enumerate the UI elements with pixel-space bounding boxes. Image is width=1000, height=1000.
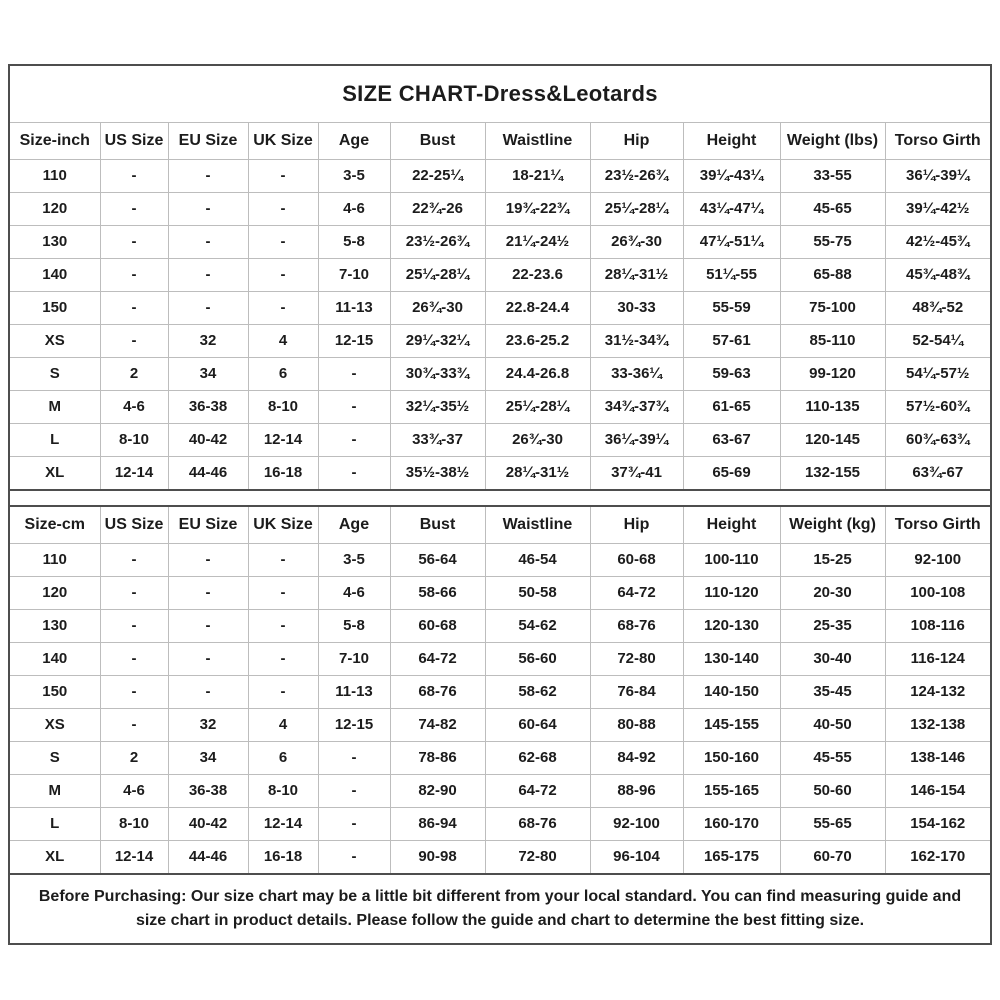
- size-cell: 36-38: [168, 391, 248, 424]
- size-cell: 120-145: [780, 424, 885, 457]
- size-cell: 34: [168, 742, 248, 775]
- size-cell: 22-25¼: [390, 160, 485, 193]
- size-cell: 110-120: [683, 577, 780, 610]
- size-cell: 34: [168, 358, 248, 391]
- size-cell: 68-76: [390, 676, 485, 709]
- size-cell: 100-110: [683, 544, 780, 577]
- size-cell: 35½-38½: [390, 457, 485, 491]
- size-cell: 60-70: [780, 841, 885, 875]
- column-header: Height: [683, 123, 780, 160]
- size-cell: 34¾-37¾: [590, 391, 683, 424]
- size-cell: -: [318, 424, 390, 457]
- size-cell: -: [100, 577, 168, 610]
- size-cell: -: [100, 259, 168, 292]
- size-cell: 7-10: [318, 643, 390, 676]
- size-cell: 20-30: [780, 577, 885, 610]
- size-cell: 32: [168, 325, 248, 358]
- size-cell: 47¼-51¼: [683, 226, 780, 259]
- size-cell: -: [168, 193, 248, 226]
- column-header: Waistline: [485, 506, 590, 544]
- table-separator: [10, 491, 990, 505]
- size-cell: -: [168, 544, 248, 577]
- table-row: [10, 424, 990, 457]
- size-cell: -: [100, 544, 168, 577]
- column-header: EU Size: [168, 506, 248, 544]
- size-cell: 4-6: [100, 391, 168, 424]
- size-cell: -: [168, 676, 248, 709]
- table-row: [10, 808, 990, 841]
- size-cell: -: [100, 160, 168, 193]
- column-header: Age: [318, 506, 390, 544]
- size-cell: 62-68: [485, 742, 590, 775]
- table-row: [10, 775, 990, 808]
- size-cell: 7-10: [318, 259, 390, 292]
- size-cell: 24.4-26.8: [485, 358, 590, 391]
- size-cell: 33¾-37: [390, 424, 485, 457]
- size-cell: 150: [10, 292, 100, 325]
- table-row: [10, 391, 990, 424]
- size-cell: 55-75: [780, 226, 885, 259]
- size-cell: 64-72: [485, 775, 590, 808]
- column-header: Waistline: [485, 123, 590, 160]
- size-cell: L: [10, 808, 100, 841]
- size-cell: 4: [248, 709, 318, 742]
- size-cell: -: [168, 226, 248, 259]
- size-cell: 25-35: [780, 610, 885, 643]
- size-cell: M: [10, 775, 100, 808]
- size-cell: 63¾-67: [885, 457, 990, 491]
- column-header: US Size: [100, 123, 168, 160]
- size-cell: 36¼-39¼: [590, 424, 683, 457]
- size-cell: 60-68: [590, 544, 683, 577]
- size-cell: 26¾-30: [590, 226, 683, 259]
- size-cell: S: [10, 742, 100, 775]
- size-cell: 146-154: [885, 775, 990, 808]
- table-row: [10, 226, 990, 259]
- size-cell: -: [248, 544, 318, 577]
- size-cell: -: [168, 160, 248, 193]
- size-cell: 50-60: [780, 775, 885, 808]
- size-cell: 90-98: [390, 841, 485, 875]
- size-cell: 8-10: [248, 391, 318, 424]
- size-cell: 132-155: [780, 457, 885, 491]
- size-cell: 23½-26¾: [390, 226, 485, 259]
- size-cell: 86-94: [390, 808, 485, 841]
- size-cell: 58-66: [390, 577, 485, 610]
- size-cell: 42½-45¾: [885, 226, 990, 259]
- size-cell: 12-14: [100, 841, 168, 875]
- column-header: Bust: [390, 123, 485, 160]
- table-row: [10, 610, 990, 643]
- size-cell: 45¾-48¾: [885, 259, 990, 292]
- column-header: Hip: [590, 506, 683, 544]
- size-cell: -: [168, 259, 248, 292]
- size-cell: 22.8-24.4: [485, 292, 590, 325]
- size-cell: 40-50: [780, 709, 885, 742]
- size-cell: 130: [10, 226, 100, 259]
- header-row: [10, 123, 990, 160]
- table-row: [10, 841, 990, 875]
- size-cell: -: [100, 193, 168, 226]
- size-cell: 130: [10, 610, 100, 643]
- size-cell: 120-130: [683, 610, 780, 643]
- size-cell: -: [168, 643, 248, 676]
- size-cell: 33-55: [780, 160, 885, 193]
- size-cell: 48¾-52: [885, 292, 990, 325]
- size-cell: -: [248, 643, 318, 676]
- size-cell: -: [248, 160, 318, 193]
- size-cell: M: [10, 391, 100, 424]
- size-cell: 54¼-57½: [885, 358, 990, 391]
- size-cell: 51¼-55: [683, 259, 780, 292]
- size-cell: 92-100: [590, 808, 683, 841]
- column-header: Size-cm: [10, 506, 100, 544]
- size-cell: -: [100, 226, 168, 259]
- header-row: [10, 506, 990, 544]
- table-row: [10, 643, 990, 676]
- size-cell: 50-58: [485, 577, 590, 610]
- size-cell: 4: [248, 325, 318, 358]
- size-cell: 58-62: [485, 676, 590, 709]
- size-cell: 39¼-43¼: [683, 160, 780, 193]
- size-cell: 4-6: [318, 193, 390, 226]
- size-cell: 39¼-42½: [885, 193, 990, 226]
- table-row: [10, 358, 990, 391]
- size-cell: 68-76: [590, 610, 683, 643]
- table-row: [10, 259, 990, 292]
- size-cell: 6: [248, 358, 318, 391]
- column-header: EU Size: [168, 123, 248, 160]
- size-cell: 18-21¼: [485, 160, 590, 193]
- size-cell: 3-5: [318, 544, 390, 577]
- size-cell: 2: [100, 742, 168, 775]
- size-cell: -: [100, 709, 168, 742]
- size-cell: 64-72: [390, 643, 485, 676]
- size-cell: 85-110: [780, 325, 885, 358]
- column-header: Torso Girth: [885, 123, 990, 160]
- table-row: [10, 577, 990, 610]
- table-row: [10, 544, 990, 577]
- size-cell: 32: [168, 709, 248, 742]
- size-cell: 110: [10, 160, 100, 193]
- size-cell: 130-140: [683, 643, 780, 676]
- size-cell: 116-124: [885, 643, 990, 676]
- size-cell: 57-61: [683, 325, 780, 358]
- size-cell: 4-6: [318, 577, 390, 610]
- table-row: [10, 742, 990, 775]
- size-cell: 140: [10, 259, 100, 292]
- size-cell: 108-116: [885, 610, 990, 643]
- size-cell: 65-88: [780, 259, 885, 292]
- size-cell: 43¼-47¼: [683, 193, 780, 226]
- size-cell: 72-80: [590, 643, 683, 676]
- size-cell: 55-59: [683, 292, 780, 325]
- size-cell: 19¾-22¾: [485, 193, 590, 226]
- size-cell: 63-67: [683, 424, 780, 457]
- size-cell: -: [318, 742, 390, 775]
- size-cell: 8-10: [248, 775, 318, 808]
- size-cell: 57½-60¾: [885, 391, 990, 424]
- size-cell: -: [318, 358, 390, 391]
- size-cell: 75-100: [780, 292, 885, 325]
- column-header: US Size: [100, 506, 168, 544]
- size-cell: 16-18: [248, 841, 318, 875]
- size-cell: 44-46: [168, 841, 248, 875]
- size-cell: 84-92: [590, 742, 683, 775]
- size-cell: 2: [100, 358, 168, 391]
- size-cell: 55-65: [780, 808, 885, 841]
- size-cell: -: [248, 610, 318, 643]
- size-cell: 8-10: [100, 424, 168, 457]
- size-cell: 12-15: [318, 709, 390, 742]
- table-row: [10, 160, 990, 193]
- size-cell: 16-18: [248, 457, 318, 491]
- size-cell: -: [100, 610, 168, 643]
- size-cell: 92-100: [885, 544, 990, 577]
- size-cell: 140: [10, 643, 100, 676]
- size-cell: 25¼-28¼: [485, 391, 590, 424]
- size-cell: 32¼-35½: [390, 391, 485, 424]
- size-cell: 28¼-31½: [485, 457, 590, 491]
- size-cell: 25¼-28¼: [390, 259, 485, 292]
- size-cell: -: [318, 391, 390, 424]
- size-cell: -: [318, 457, 390, 491]
- size-cell: XL: [10, 841, 100, 875]
- size-cell: 22-23.6: [485, 259, 590, 292]
- column-header: Size-inch: [10, 123, 100, 160]
- size-cell: 76-84: [590, 676, 683, 709]
- table-row: [10, 292, 990, 325]
- size-chart-panel: [8, 64, 992, 945]
- size-cell: -: [248, 676, 318, 709]
- size-cell: 33-36¼: [590, 358, 683, 391]
- size-cell: 45-55: [780, 742, 885, 775]
- size-table-cm: [10, 505, 990, 875]
- size-cell: 23½-26¾: [590, 160, 683, 193]
- size-cell: 162-170: [885, 841, 990, 875]
- size-cell: 150-160: [683, 742, 780, 775]
- size-cell: 44-46: [168, 457, 248, 491]
- size-cell: -: [318, 808, 390, 841]
- column-header: Weight (lbs): [780, 123, 885, 160]
- size-cell: 60-68: [390, 610, 485, 643]
- size-cell: XS: [10, 325, 100, 358]
- size-cell: 56-64: [390, 544, 485, 577]
- size-cell: 40-42: [168, 808, 248, 841]
- size-cell: 56-60: [485, 643, 590, 676]
- size-cell: 11-13: [318, 676, 390, 709]
- size-cell: 37¾-41: [590, 457, 683, 491]
- column-header: Hip: [590, 123, 683, 160]
- size-cell: 96-104: [590, 841, 683, 875]
- size-cell: 155-165: [683, 775, 780, 808]
- size-cell: 35-45: [780, 676, 885, 709]
- size-cell: 26¾-30: [390, 292, 485, 325]
- table-row: [10, 325, 990, 358]
- size-cell: -: [168, 610, 248, 643]
- size-cell: 99-120: [780, 358, 885, 391]
- size-cell: -: [248, 259, 318, 292]
- size-cell: 12-14: [248, 808, 318, 841]
- size-cell: 12-14: [248, 424, 318, 457]
- size-cell: -: [100, 643, 168, 676]
- size-cell: 36-38: [168, 775, 248, 808]
- size-cell: XL: [10, 457, 100, 491]
- size-cell: 60-64: [485, 709, 590, 742]
- column-header: Bust: [390, 506, 485, 544]
- size-cell: 11-13: [318, 292, 390, 325]
- size-cell: -: [248, 577, 318, 610]
- size-cell: 138-146: [885, 742, 990, 775]
- size-cell: -: [100, 676, 168, 709]
- size-cell: 36¼-39¼: [885, 160, 990, 193]
- size-cell: 65-69: [683, 457, 780, 491]
- size-cell: 52-54¼: [885, 325, 990, 358]
- size-cell: 15-25: [780, 544, 885, 577]
- size-cell: 4-6: [100, 775, 168, 808]
- size-cell: XS: [10, 709, 100, 742]
- size-cell: 6: [248, 742, 318, 775]
- size-cell: 59-63: [683, 358, 780, 391]
- size-cell: -: [248, 292, 318, 325]
- size-cell: -: [100, 292, 168, 325]
- size-cell: -: [248, 226, 318, 259]
- page-title: SIZE CHART-Dress&Leotards: [10, 66, 990, 123]
- size-cell: 5-8: [318, 610, 390, 643]
- size-cell: -: [318, 775, 390, 808]
- column-header: Height: [683, 506, 780, 544]
- size-cell: 12-15: [318, 325, 390, 358]
- size-cell: 30¾-33¾: [390, 358, 485, 391]
- size-cell: 61-65: [683, 391, 780, 424]
- size-cell: 12-14: [100, 457, 168, 491]
- size-cell: 5-8: [318, 226, 390, 259]
- size-cell: -: [248, 193, 318, 226]
- size-cell: 140-150: [683, 676, 780, 709]
- size-cell: 80-88: [590, 709, 683, 742]
- size-cell: -: [318, 841, 390, 875]
- size-cell: 8-10: [100, 808, 168, 841]
- size-cell: 132-138: [885, 709, 990, 742]
- size-cell: 29¼-32¼: [390, 325, 485, 358]
- table-row: [10, 676, 990, 709]
- column-header: Weight (kg): [780, 506, 885, 544]
- size-cell: 68-76: [485, 808, 590, 841]
- size-cell: 110-135: [780, 391, 885, 424]
- size-cell: 120: [10, 193, 100, 226]
- table-row: [10, 193, 990, 226]
- size-cell: 100-108: [885, 577, 990, 610]
- size-cell: -: [168, 292, 248, 325]
- size-cell: 28¼-31½: [590, 259, 683, 292]
- size-cell: 54-62: [485, 610, 590, 643]
- size-cell: 60¾-63¾: [885, 424, 990, 457]
- size-cell: 120: [10, 577, 100, 610]
- column-header: Torso Girth: [885, 506, 990, 544]
- size-cell: 3-5: [318, 160, 390, 193]
- size-cell: 150: [10, 676, 100, 709]
- size-cell: 74-82: [390, 709, 485, 742]
- size-cell: 22¾-26: [390, 193, 485, 226]
- size-cell: 45-65: [780, 193, 885, 226]
- table-row: [10, 709, 990, 742]
- size-cell: 78-86: [390, 742, 485, 775]
- size-cell: 160-170: [683, 808, 780, 841]
- table-row: [10, 457, 990, 491]
- size-cell: 23.6-25.2: [485, 325, 590, 358]
- size-cell: 40-42: [168, 424, 248, 457]
- purchase-note: Before Purchasing: Our size chart may be a little bit different from your local standard. You can find measuring guide and size chart in product details. Please follow the guide and chart to determine the best fitting size.: [38, 888, 962, 929]
- size-cell: 21¼-24½: [485, 226, 590, 259]
- size-cell: -: [100, 325, 168, 358]
- size-cell: 88-96: [590, 775, 683, 808]
- size-cell: 110: [10, 544, 100, 577]
- size-cell: 154-162: [885, 808, 990, 841]
- column-header: UK Size: [248, 123, 318, 160]
- size-cell: S: [10, 358, 100, 391]
- size-cell: 72-80: [485, 841, 590, 875]
- size-cell: 145-155: [683, 709, 780, 742]
- size-cell: L: [10, 424, 100, 457]
- size-cell: 25¼-28¼: [590, 193, 683, 226]
- size-cell: 31½-34¾: [590, 325, 683, 358]
- column-header: UK Size: [248, 506, 318, 544]
- size-cell: 46-54: [485, 544, 590, 577]
- size-cell: 64-72: [590, 577, 683, 610]
- size-cell: -: [168, 577, 248, 610]
- size-cell: 30-33: [590, 292, 683, 325]
- size-cell: 82-90: [390, 775, 485, 808]
- size-cell: 165-175: [683, 841, 780, 875]
- size-cell: 30-40: [780, 643, 885, 676]
- size-table-inch: [10, 123, 990, 491]
- column-header: Age: [318, 123, 390, 160]
- size-cell: 124-132: [885, 676, 990, 709]
- size-cell: 26¾-30: [485, 424, 590, 457]
